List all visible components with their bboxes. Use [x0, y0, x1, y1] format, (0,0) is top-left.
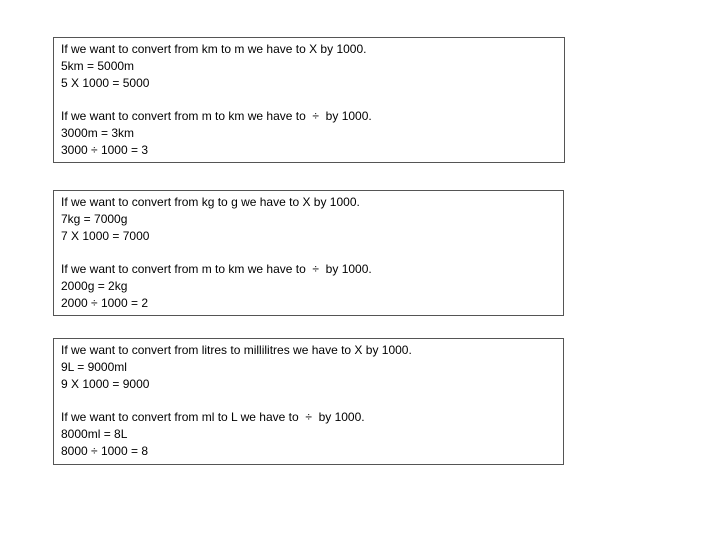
- km-to-m-rule: If we want to convert from km to m we have to X by 1000.: [61, 42, 367, 56]
- ml-to-l-example: 8000ml = 8L: [61, 427, 128, 441]
- l-to-ml-rule: If we want to convert from litres to millilitres we have to X by 1000.: [61, 343, 412, 357]
- kg-to-g-example: 7kg = 7000g: [61, 212, 128, 226]
- m-to-km-rule: If we want to convert from m to km we have to ÷ by 1000.: [61, 109, 372, 123]
- g-to-kg-example: 2000g = 2kg: [61, 279, 128, 293]
- ml-to-l-rule: If we want to convert from ml to L we have to ÷ by 1000.: [61, 410, 365, 424]
- ml-to-l-calculation: 8000 ÷ 1000 = 8: [61, 444, 148, 458]
- m-to-km-calculation: 3000 ÷ 1000 = 3: [61, 143, 148, 157]
- section-gap: [61, 245, 563, 261]
- litre-ml-conversion-box: [53, 338, 564, 465]
- kg-to-g-calculation: 7 X 1000 = 7000: [61, 229, 150, 243]
- l-to-ml-example: 9L = 9000ml: [61, 360, 127, 374]
- section-gap: [61, 92, 564, 108]
- g-to-kg-rule: If we want to convert from m to km we have to ÷ by 1000.: [61, 262, 372, 276]
- m-to-km-example: 3000m = 3km: [61, 126, 135, 140]
- kg-g-conversion-box: [53, 190, 564, 316]
- km-m-conversion-box: [53, 37, 565, 163]
- km-to-m-example: 5km = 5000m: [61, 59, 135, 73]
- g-to-kg-calculation: 2000 ÷ 1000 = 2: [61, 296, 148, 310]
- section-gap: [61, 393, 563, 409]
- kg-to-g-rule: If we want to convert from kg to g we have to X by 1000.: [61, 195, 360, 209]
- l-to-ml-calculation: 9 X 1000 = 9000: [61, 377, 150, 391]
- km-to-m-calculation: 5 X 1000 = 5000: [61, 76, 150, 90]
